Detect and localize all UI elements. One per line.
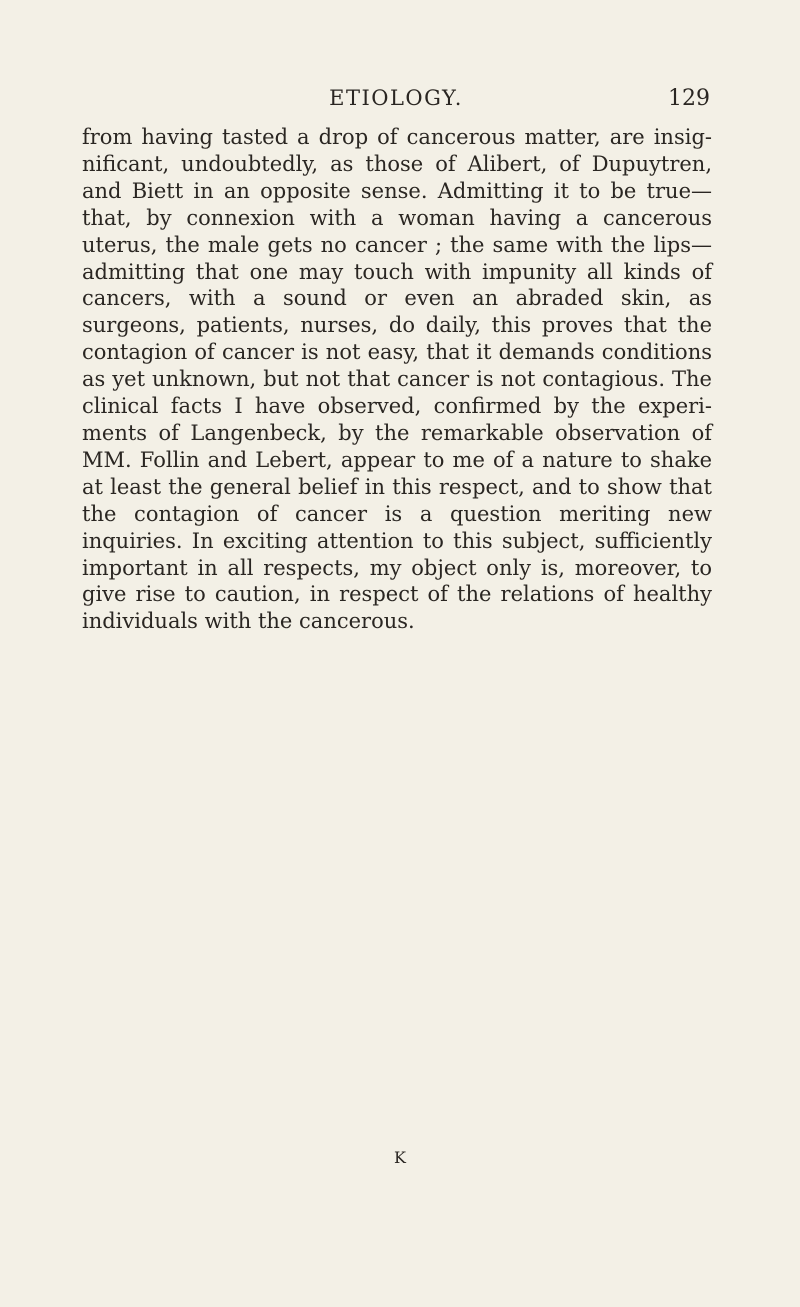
paragraph: from having tasted a drop of cancerous matter, are insignificant, undoubtedly, as those of Alibert, of Dupuytren, and Biett in an opposite sense. Admitting it to be true— that, by connexion with a woman having a cancerous uterus, the male gets no cancer ; the same with the lips— admitting that one may touch with impunity all kinds of cancers, with a sound or even an abraded skin, as surgeons, patients, nurses, do daily, this proves that the contagion of cancer is not easy, that it demands conditions as yet unknown, but not that cancer is not contagious. The clinical facts I have observed, confirmed by the experiments of Langenbeck, by the remarkable observation of MM. Follin and Lebert, appear to me of a nature to shake at least the general belief in this respect, and to show that the contagion of cancer is a question meriting new inquiries. In exciting attention to this subject, sufficiently important in all respects, my object only is, moreover, to give rise to caution, in respect of the relations of healthy individuals with the cancerous. — [82, 125, 712, 634]
page-number: 129 — [668, 86, 710, 111]
body-text — [82, 124, 712, 635]
page-header — [82, 86, 710, 116]
signature-mark: K — [394, 1148, 406, 1167]
running-head: ETIOLOGY. — [329, 86, 463, 110]
